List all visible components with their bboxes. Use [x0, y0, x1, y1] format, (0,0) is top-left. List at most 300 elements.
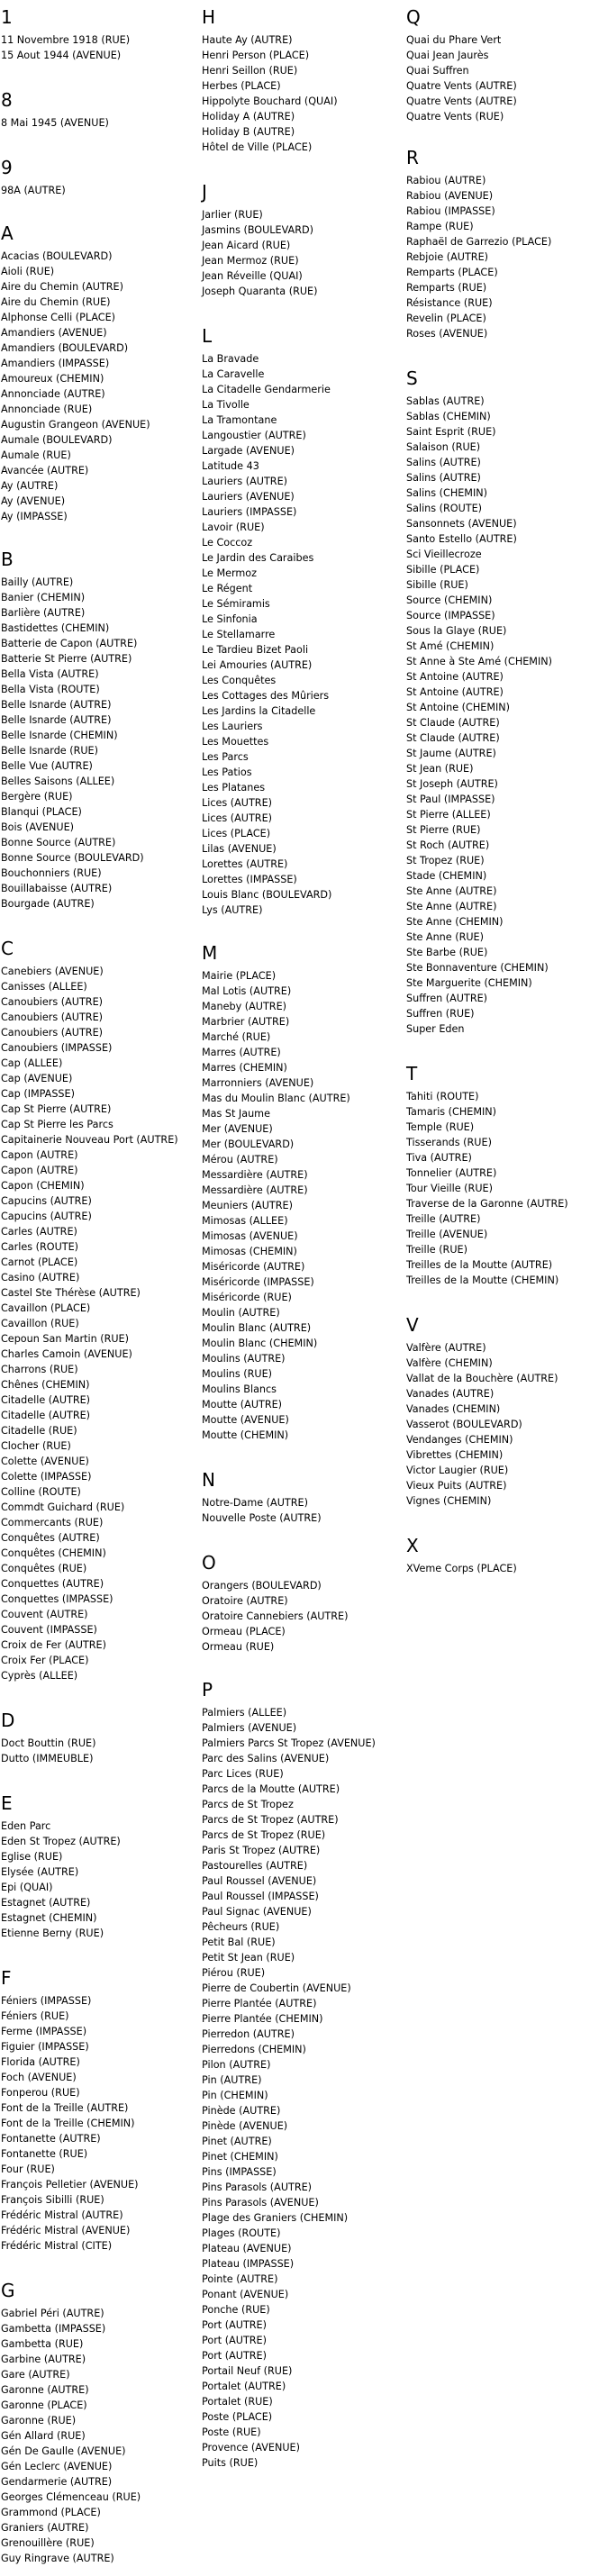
street-name: Capon (CHEMIN) — [1, 1180, 85, 1192]
street-name: St Joseph (AUTRE) — [406, 778, 498, 790]
street-name: Belles Saisons (ALLEE) — [1, 776, 115, 787]
street-name: Bois (AVENUE) — [1, 821, 75, 833]
street-name: Santo Estello (AUTRE) — [406, 533, 517, 545]
street-name: Les Lauriers — [202, 721, 263, 732]
street-name: Les Patios — [202, 766, 252, 778]
street-name: Colette (IMPASSE) — [1, 1471, 92, 1483]
street-list — [1, 249, 195, 524]
street-name: St Antoine (CHEMIN) — [406, 702, 510, 713]
street-name: Salins (ROUTE) — [406, 503, 483, 514]
letter-section — [406, 368, 608, 1037]
street-name: Poste (RUE) — [202, 2426, 261, 2438]
letter-section — [202, 7, 396, 155]
street-name: Moutte (CHEMIN) — [202, 1429, 289, 1441]
street-name: Lauriers (AUTRE) — [202, 476, 288, 487]
letter-section — [202, 1680, 396, 2471]
street-name: Féniers (IMPASSE) — [1, 1995, 92, 2007]
street-name: Cavaillon (PLACE) — [1, 1302, 91, 1314]
letter-section — [1, 939, 195, 1683]
street-name: Casino (AUTRE) — [1, 1272, 80, 1283]
letter-section — [1, 7, 195, 63]
street-name: Canoubiers (AUTRE) — [1, 996, 104, 1008]
street-name: Canoubiers (IMPASSE) — [1, 1042, 113, 1054]
street-name: Source (IMPASSE) — [406, 610, 495, 621]
street-name: Miséricorde (AUTRE) — [202, 1261, 305, 1273]
street-name: Amandiers (IMPASSE) — [1, 358, 110, 369]
street-name: Amandiers (BOULEVARD) — [1, 342, 129, 354]
street-name: Estagnet (AUTRE) — [1, 1897, 91, 1909]
street-name: Moulins (AUTRE) — [202, 1353, 286, 1365]
street-name: Gén De Gaulle (AVENUE) — [1, 2445, 126, 2457]
street-name: Vibrettes (CHEMIN) — [406, 1449, 504, 1461]
street-name: Orangers (BOULEVARD) — [202, 1580, 322, 1592]
street-name: Eden St Tropez (AUTRE) — [1, 1836, 121, 1847]
street-name: Commdt Guichard (RUE) — [1, 1501, 125, 1513]
street-name: Sablas (CHEMIN) — [406, 411, 491, 422]
street-name: Carles (AUTRE) — [1, 1226, 77, 1238]
street-name: Pinède (AVENUE) — [202, 2120, 288, 2132]
street-name: Garonne (RUE) — [1, 2415, 77, 2426]
street-name: Pastourelles (AUTRE) — [202, 1860, 308, 1872]
street-name: Mimosas (ALLEE) — [202, 1215, 288, 1227]
letter-section — [406, 148, 608, 341]
street-name: Moutte (AVENUE) — [202, 1414, 289, 1426]
street-name: Les Platanes — [202, 782, 266, 794]
street-list — [406, 1340, 608, 1509]
street-name: Ste Marguerite (CHEMIN) — [406, 977, 532, 989]
letter-section — [1, 549, 195, 912]
street-name: Moulins (RUE) — [202, 1368, 273, 1380]
street-name: Plateau (AVENUE) — [202, 2243, 292, 2254]
street-name: Annonciade (RUE) — [1, 404, 93, 415]
street-name: Pins (IMPASSE) — [202, 2166, 277, 2178]
street-name: Canoubiers (AUTRE) — [1, 1011, 104, 1023]
street-name: Belle Isnarde (RUE) — [1, 745, 98, 757]
street-list — [1, 1819, 195, 1941]
street-name: Frédéric Mistral (AUTRE) — [1, 2209, 123, 2221]
letter-heading: D — [1, 1710, 15, 1731]
street-name: Ponche (RUE) — [202, 2304, 270, 2316]
street-name: Bailly (AUTRE) — [1, 576, 74, 588]
street-name: Plages (ROUTE) — [202, 2227, 281, 2239]
street-name: Bonne Source (BOULEVARD) — [1, 852, 144, 864]
street-name: Poste (PLACE) — [202, 2411, 273, 2423]
street-name: Le Sinfonia — [202, 613, 258, 625]
street-name: Estagnet (CHEMIN) — [1, 1912, 97, 1924]
street-list — [202, 207, 396, 299]
street-name: Charles Camoin (AVENUE) — [1, 1348, 132, 1360]
street-list — [202, 32, 396, 155]
directory-column-2 — [202, 7, 396, 2471]
street-name: Lys (AUTRE) — [202, 904, 263, 916]
street-name: Florida (AUTRE) — [1, 2056, 80, 2068]
street-name: Palmiers (AVENUE) — [202, 1722, 297, 1734]
street-name: Treille (RUE) — [406, 1244, 467, 1256]
street-name: Bonne Source (AUTRE) — [1, 837, 116, 848]
street-name: Port (AUTRE) — [202, 2335, 267, 2346]
street-name: Mérou (AUTRE) — [202, 1154, 278, 1166]
street-name: Marronniers (AVENUE) — [202, 1077, 314, 1089]
letter-section — [202, 182, 396, 299]
street-name: Garbine (AUTRE) — [1, 2354, 86, 2365]
letter-heading: S — [406, 367, 418, 389]
street-name: Le Jardin des Caraibes — [202, 552, 314, 564]
street-name: La Bravade — [202, 353, 259, 365]
street-name: Ay (IMPASSE) — [1, 511, 68, 522]
street-name: Belle Vue (AUTRE) — [1, 760, 93, 772]
street-name: Gambetta (IMPASSE) — [1, 2323, 106, 2335]
letter-heading: O — [202, 1552, 216, 1574]
street-name: Pêcheurs (RUE) — [202, 1921, 280, 1933]
street-name: Meuniers (AUTRE) — [202, 1200, 293, 1211]
street-name: Suffren (AUTRE) — [406, 993, 488, 1004]
street-name: Suffren (RUE) — [406, 1008, 475, 1020]
letter-heading: N — [202, 1469, 215, 1491]
street-name: Revelin (PLACE) — [406, 313, 486, 324]
street-name: Parcs de St Tropez (AUTRE) — [202, 1814, 339, 1826]
street-list — [406, 1089, 608, 1288]
street-name: Moulins Blancs — [202, 1383, 277, 1395]
street-name: Ste Anne (AUTRE) — [406, 901, 497, 912]
street-name: Capitainerie Nouveau Port (AUTRE) — [1, 1134, 178, 1146]
street-name: Paul Roussel (AVENUE) — [202, 1875, 317, 1887]
street-name: Salaison (RUE) — [406, 441, 481, 453]
street-name: St Jean (RUE) — [406, 763, 474, 775]
street-name: Aire du Chemin (RUE) — [1, 296, 111, 308]
street-name: Portalet (RUE) — [202, 2396, 273, 2408]
street-name: Clocher (RUE) — [1, 1440, 71, 1452]
street-name: Bastidettes (CHEMIN) — [1, 622, 110, 634]
street-name: Henri Person (PLACE) — [202, 50, 310, 61]
street-name: Tisserands (RUE) — [406, 1137, 492, 1148]
street-name: Le Régent — [202, 583, 253, 594]
street-name: Treille (AUTRE) — [406, 1213, 481, 1225]
street-name: Capon (AUTRE) — [1, 1165, 78, 1176]
street-name: Font de la Treille (CHEMIN) — [1, 2118, 135, 2129]
street-name: Banier (CHEMIN) — [1, 592, 86, 603]
street-name: Port (AUTRE) — [202, 2319, 267, 2331]
street-name: Lauriers (IMPASSE) — [202, 506, 297, 518]
letter-section — [1, 90, 195, 131]
street-name: Font de la Treille (AUTRE) — [1, 2102, 129, 2114]
street-name: Maneby (AUTRE) — [202, 1001, 287, 1012]
street-list — [1, 183, 195, 198]
street-name: Bergère (RUE) — [1, 791, 73, 803]
letter-section — [406, 1536, 608, 1576]
street-name: Vasserot (BOULEVARD) — [406, 1419, 522, 1430]
street-name: Vieux Puits (AUTRE) — [406, 1480, 507, 1492]
street-list — [1, 32, 195, 63]
letter-section — [202, 943, 396, 1443]
street-name: Lei Amouries (AUTRE) — [202, 659, 313, 671]
street-name: Moutte (AUTRE) — [202, 1399, 283, 1410]
street-name: Barlière (AUTRE) — [1, 607, 86, 619]
street-name: Jean Aicard (RUE) — [202, 240, 291, 251]
street-name: Les Mouettes — [202, 736, 269, 748]
street-name: Mer (AVENUE) — [202, 1123, 273, 1135]
street-name: Gén Allard (RUE) — [1, 2430, 86, 2442]
street-name: Grammond (PLACE) — [1, 2507, 101, 2518]
street-name: Largade (AVENUE) — [202, 445, 295, 457]
street-name: Belle Isnarde (CHEMIN) — [1, 730, 118, 741]
street-name: Ste Bonnaventure (CHEMIN) — [406, 962, 549, 974]
street-name: XVeme Corps (PLACE) — [406, 1563, 517, 1574]
street-name: Marbrier (AUTRE) — [202, 1016, 290, 1028]
street-name: Plage des Graniers (CHEMIN) — [202, 2212, 349, 2224]
street-name: Mas du Moulin Blanc (AUTRE) — [202, 1093, 350, 1104]
street-list — [1, 115, 195, 131]
street-name: Henri Seillon (RUE) — [202, 65, 298, 77]
street-name: Valfère (AUTRE) — [406, 1342, 486, 1354]
letter-section — [1, 158, 195, 198]
street-name: Saint Esprit (RUE) — [406, 426, 496, 438]
street-name: Cap St Pierre les Parcs — [1, 1119, 113, 1130]
street-name: 15 Aout 1944 (AVENUE) — [1, 50, 122, 61]
street-name: Jean Mermoz (RUE) — [202, 255, 299, 267]
street-name: Grenouillère (RUE) — [1, 2537, 95, 2549]
street-name: 8 Mai 1945 (AVENUE) — [1, 117, 109, 129]
street-name: Quai Jean Jaurès — [406, 50, 489, 61]
street-name: Sibille (RUE) — [406, 579, 468, 591]
street-list — [406, 1561, 608, 1576]
street-name: Tiva (AUTRE) — [406, 1152, 472, 1164]
street-name: Victor Laugier (RUE) — [406, 1465, 509, 1476]
street-name: St Roch (AUTRE) — [406, 839, 490, 851]
street-name: Gambetta (RUE) — [1, 2338, 84, 2350]
letter-heading: C — [1, 938, 14, 959]
street-name: Foch (AVENUE) — [1, 2072, 77, 2083]
street-name: Nouvelle Poste (AUTRE) — [202, 1512, 322, 1524]
street-name: Frédéric Mistral (AVENUE) — [1, 2225, 131, 2236]
street-name: La Citadelle Gendarmerie — [202, 384, 331, 395]
letter-heading: X — [406, 1535, 419, 1556]
street-name: Sansonnets (AVENUE) — [406, 518, 517, 530]
street-name: Fonperou (RUE) — [1, 2087, 80, 2099]
street-name: Quai Suffren — [406, 65, 469, 77]
street-name: Rabiou (AUTRE) — [406, 175, 486, 186]
street-name: Couvent (AUTRE) — [1, 1609, 88, 1620]
street-name: Eglise (RUE) — [1, 1851, 63, 1863]
street-name: Lavoir (RUE) — [202, 522, 265, 533]
street-name: Rabiou (AVENUE) — [406, 190, 494, 202]
street-name: St Amé (CHEMIN) — [406, 640, 495, 652]
street-name: Mer (BOULEVARD) — [202, 1138, 295, 1150]
street-name: Croix de Fer (AUTRE) — [1, 1639, 106, 1651]
letter-heading: L — [202, 325, 213, 347]
street-name: Moulin (AUTRE) — [202, 1307, 280, 1319]
street-name: Moulin Blanc (CHEMIN) — [202, 1338, 318, 1349]
street-name: Amoureux (CHEMIN) — [1, 373, 104, 385]
letter-heading: 1 — [1, 6, 13, 28]
directory-column-1 — [1, 7, 195, 2566]
street-name: Provence (AVENUE) — [202, 2442, 300, 2454]
street-name: Sibille (PLACE) — [406, 564, 480, 576]
street-list — [202, 1705, 396, 2471]
street-list — [202, 1578, 396, 1655]
street-name: Le Stellamarre — [202, 629, 276, 640]
street-name: Canisses (ALLEE) — [1, 981, 87, 993]
street-name: Georges Clémenceau (RUE) — [1, 2491, 141, 2503]
street-name: Paul Roussel (IMPASSE) — [202, 1891, 319, 1902]
street-name: Jasmins (BOULEVARD) — [202, 224, 313, 236]
street-name: Rabiou (IMPASSE) — [406, 205, 495, 217]
street-name: Gendarmerie (AUTRE) — [1, 2476, 113, 2488]
street-name: Fontanette (AUTRE) — [1, 2133, 101, 2145]
street-name: Pinède (AUTRE) — [202, 2105, 281, 2117]
street-name: Palmiers (ALLEE) — [202, 1707, 287, 1719]
street-name: Port (AUTRE) — [202, 2350, 267, 2362]
letter-section — [202, 1470, 396, 1526]
street-name: Carles (ROUTE) — [1, 1241, 79, 1253]
street-name: Gabriel Péri (AUTRE) — [1, 2308, 104, 2319]
street-name: Cap St Pierre (AUTRE) — [1, 1103, 112, 1115]
street-name: Rampe (RUE) — [406, 221, 474, 232]
street-name: Pins Parasols (AUTRE) — [202, 2181, 313, 2193]
street-name: Ormeau (RUE) — [202, 1641, 275, 1653]
street-name: Castel Ste Thérèse (AUTRE) — [1, 1287, 141, 1299]
street-name: Quai du Phare Vert — [406, 34, 502, 46]
street-name: St Antoine (AUTRE) — [406, 686, 504, 698]
street-name: Moulin Blanc (AUTRE) — [202, 1322, 312, 1334]
street-list — [202, 968, 396, 1443]
street-name: Aioli (RUE) — [1, 266, 55, 277]
street-name: Lauriers (AVENUE) — [202, 491, 295, 503]
street-name: Haute Ay (AUTRE) — [202, 34, 293, 46]
street-name: Lilas (AVENUE) — [202, 843, 277, 855]
street-name: Parcs de la Moutte (AUTRE) — [202, 1783, 340, 1795]
street-name: Les Jardins la Citadelle — [202, 705, 316, 717]
street-name: Colline (ROUTE) — [1, 1486, 81, 1498]
street-name: Salins (AUTRE) — [406, 472, 481, 484]
street-name: Citadelle (RUE) — [1, 1425, 77, 1437]
street-name: Bourgade (AUTRE) — [1, 898, 95, 910]
street-name: Parc des Salins (AVENUE) — [202, 1753, 330, 1764]
street-name: Epi (QUAI) — [1, 1882, 53, 1893]
street-name: Le Mermoz — [202, 567, 258, 579]
street-name: Holiday A (AUTRE) — [202, 111, 295, 122]
street-name: Remparts (RUE) — [406, 282, 487, 294]
street-name: Sous la Glaye (RUE) — [406, 625, 507, 637]
street-name: Pinet (CHEMIN) — [202, 2151, 278, 2163]
street-name: Le Coccoz — [202, 537, 253, 549]
letter-heading: T — [406, 1063, 418, 1084]
street-name: Salins (AUTRE) — [406, 457, 481, 468]
street-list — [202, 1495, 396, 1526]
street-name: Oratoire (AUTRE) — [202, 1595, 288, 1607]
street-name: Gare (AUTRE) — [1, 2369, 70, 2381]
street-name: Jean Réveille (QUAI) — [202, 270, 303, 282]
street-name: Raphaël de Garrezio (PLACE) — [406, 236, 552, 248]
street-name: Herbes (PLACE) — [202, 80, 281, 92]
street-name: Figuier (IMPASSE) — [1, 2041, 89, 2053]
letter-heading: J — [202, 181, 207, 203]
directory-column-3 — [406, 7, 608, 1576]
letter-section — [1, 223, 195, 524]
street-name: Lices (PLACE) — [202, 828, 271, 839]
street-name: Eden Parc — [1, 1820, 51, 1832]
street-name: Citadelle (AUTRE) — [1, 1410, 91, 1421]
street-name: Cap (ALLEE) — [1, 1057, 63, 1069]
street-name: Lorettes (AUTRE) — [202, 858, 288, 870]
letter-heading: R — [406, 147, 419, 168]
street-name: Graniers (AUTRE) — [1, 2522, 89, 2534]
street-name: Amandiers (AVENUE) — [1, 327, 107, 339]
street-name: Fontanette (RUE) — [1, 2148, 88, 2160]
street-name: Ponant (AVENUE) — [202, 2289, 289, 2300]
street-name: Cepoun San Martin (RUE) — [1, 1333, 129, 1345]
street-name: Salins (CHEMIN) — [406, 487, 487, 499]
street-name: Portalet (AUTRE) — [202, 2381, 286, 2392]
street-name: Avancée (AUTRE) — [1, 465, 89, 476]
street-name: Paul Signac (AVENUE) — [202, 1906, 312, 1918]
street-name: St Anne à Ste Amé (CHEMIN) — [406, 656, 552, 667]
letter-section — [406, 1315, 608, 1509]
street-name: Garonne (AUTRE) — [1, 2384, 89, 2396]
street-name: Hippolyte Bouchard (QUAI) — [202, 95, 338, 107]
street-name: Ste Anne (RUE) — [406, 931, 484, 943]
street-name: Super Eden — [406, 1023, 465, 1035]
street-name: Piérou (RUE) — [202, 1967, 266, 1979]
street-name: La Tramontane — [202, 414, 277, 426]
street-name: Puits (RUE) — [202, 2457, 259, 2469]
letter-section — [202, 1553, 396, 1655]
street-name: Canebiers (AVENUE) — [1, 966, 104, 977]
street-name: Mimosas (CHEMIN) — [202, 1246, 297, 1257]
street-name: Bouchonniers (RUE) — [1, 867, 102, 879]
street-name: Quatre Vents (AUTRE) — [406, 80, 517, 92]
street-name: Pins Parasols (AVENUE) — [202, 2197, 319, 2209]
street-name: Pointe (AUTRE) — [202, 2273, 278, 2285]
street-name: Guy Ringrave (AUTRE) — [1, 2553, 114, 2564]
street-name: Vanades (AUTRE) — [406, 1388, 495, 1400]
street-name: Marché (RUE) — [202, 1031, 271, 1043]
street-name: Ormeau (PLACE) — [202, 1626, 286, 1637]
street-name: Conquêtes (CHEMIN) — [1, 1547, 106, 1559]
street-name: Dutto (IMMEUBLE) — [1, 1753, 94, 1764]
street-name: Etienne Berny (RUE) — [1, 1927, 104, 1939]
street-name: Messardière (AUTRE) — [202, 1184, 308, 1196]
street-name: Blanqui (PLACE) — [1, 806, 82, 818]
street-list — [202, 351, 396, 918]
street-name: Paris St Tropez (AUTRE) — [202, 1845, 321, 1856]
street-name: Croix Fer (PLACE) — [1, 1655, 89, 1666]
street-name: Holiday B (AUTRE) — [202, 126, 295, 138]
street-name: Lorettes (IMPASSE) — [202, 874, 297, 885]
street-name: Batterie St Pierre (AUTRE) — [1, 653, 132, 665]
street-name: Ay (AUTRE) — [1, 480, 59, 492]
street-name: St Claude (AUTRE) — [406, 732, 500, 744]
street-name: St Tropez (RUE) — [406, 855, 485, 866]
street-name: 98A (AUTRE) — [1, 185, 66, 196]
street-name: Messardière (AUTRE) — [202, 1169, 308, 1181]
street-name: Aire du Chemin (AUTRE) — [1, 281, 123, 293]
street-name: Parcs de St Tropez — [202, 1799, 294, 1810]
street-name: Parcs de St Tropez (RUE) — [202, 1829, 326, 1841]
street-name: Joseph Quaranta (RUE) — [202, 286, 318, 297]
street-name: Ste Anne (CHEMIN) — [406, 916, 504, 928]
street-name: Ste Barbe (RUE) — [406, 947, 488, 958]
street-name: Cap (IMPASSE) — [1, 1088, 75, 1100]
street-name: Citadelle (AUTRE) — [1, 1394, 91, 1406]
street-name: Louis Blanc (BOULEVARD) — [202, 889, 332, 901]
street-name: Miséricorde (IMPASSE) — [202, 1276, 314, 1288]
street-name: Vignes (CHEMIN) — [406, 1495, 492, 1507]
street-name: Les Conquêtes — [202, 675, 277, 686]
street-name: Alphonse Celli (PLACE) — [1, 312, 116, 323]
street-name: Ferme (IMPASSE) — [1, 2026, 87, 2037]
street-name: Lices (AUTRE) — [202, 812, 273, 824]
street-name: Treille (AVENUE) — [406, 1229, 488, 1240]
